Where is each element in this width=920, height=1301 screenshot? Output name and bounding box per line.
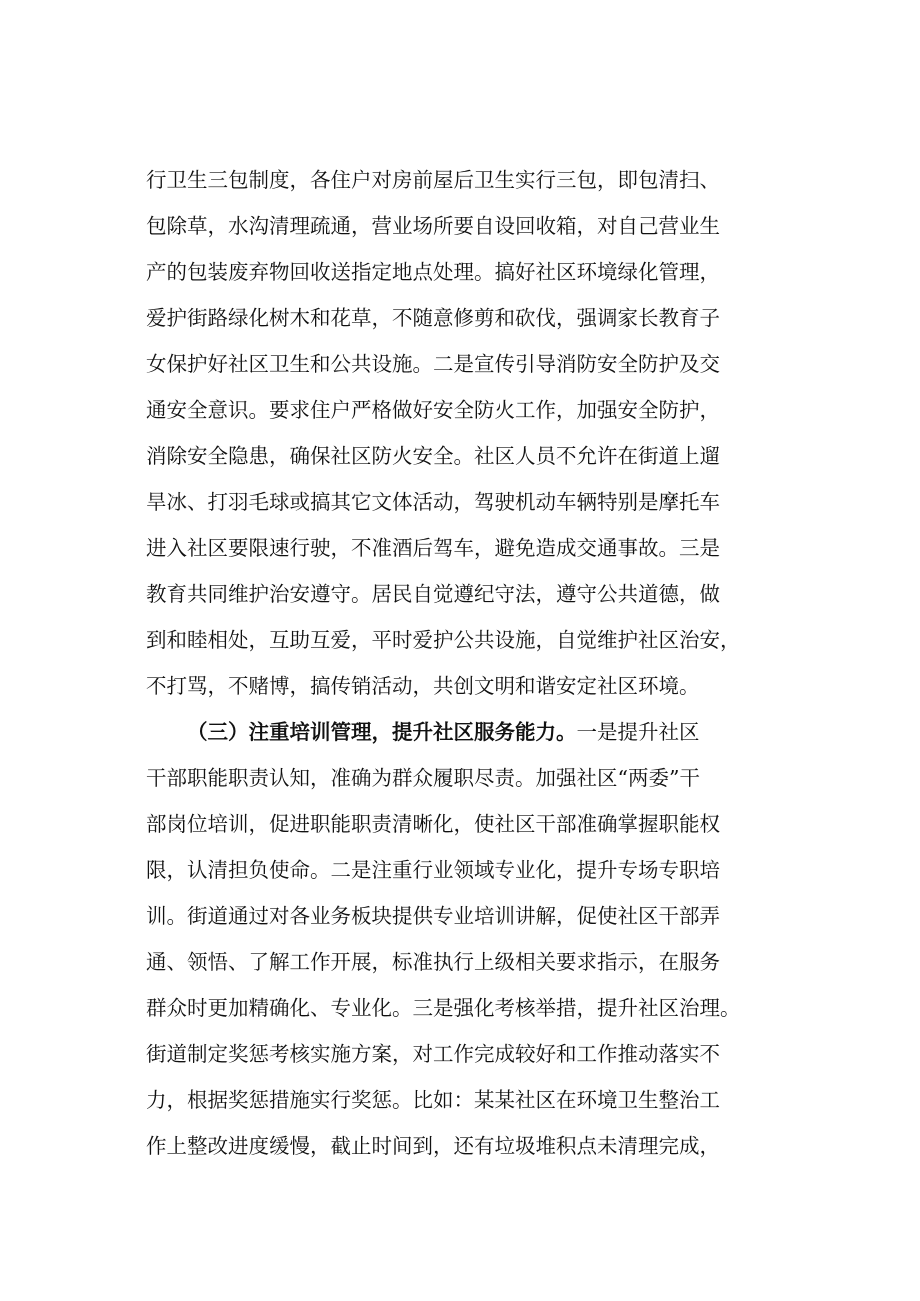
body-text-line: 爱护街路绿化树木和花草，不随意修剪和砍伐，强调家长教育子 <box>146 306 720 330</box>
body-text-line: 训。街道通过对各业务板块提供专业培训讲解，促使社区干部弄 <box>146 904 720 928</box>
section-heading: （三）注重培训管理，提升社区服务能力。 <box>187 720 577 744</box>
body-text-line: 力，根据奖惩措施实行奖惩。比如：某某社区在环境卫生整治工 <box>146 1088 720 1112</box>
body-text-line: 作上整改进度缓慢，截止时间到，还有垃圾堆积点未清理完成， <box>146 1134 720 1158</box>
body-text-line: 进入社区要限速行驶，不准酒后驾车，避免造成交通事故。三是 <box>146 536 720 560</box>
section-heading-continuation: 一是提升社区 <box>576 720 700 744</box>
body-text-line: 部岗位培训，促进职能职责清晰化，使社区干部准确掌握职能权 <box>146 812 720 836</box>
body-text-line: 包除草，水沟清理疏通，营业场所要自设回收箱，对自己营业生 <box>146 214 720 238</box>
body-text-line: 旱冰、打羽毛球或搞其它文体活动，驾驶机动车辆特别是摩托车 <box>146 490 720 514</box>
body-text-line: 通、领悟、了解工作开展，标准执行上级相关要求指示，在服务 <box>146 950 720 974</box>
body-text-line: 教育共同维护治安遵守。居民自觉遵纪守法，遵守公共道德，做 <box>146 582 720 606</box>
body-text-line: 消除安全隐患，确保社区防火安全。社区人员不允许在街道上遛 <box>146 444 720 468</box>
body-text-line: 限，认清担负使命。二是注重行业领域专业化，提升专场专职培 <box>146 858 720 882</box>
body-text-line: 女保护好社区卫生和公共设施。二是宣传引导消防安全防护及交 <box>146 352 720 376</box>
body-text-line: 通安全意识。要求住户严格做好安全防火工作，加强安全防护， <box>146 398 720 422</box>
body-text-line: 产的包装废弃物回收送指定地点处理。搞好社区环境绿化管理， <box>146 260 720 284</box>
section-heading-line <box>187 720 700 744</box>
body-text-line: 到和睦相处，互助互爱，平时爱护公共设施，自觉维护社区治安， <box>146 628 741 652</box>
body-text-line: 群众时更加精确化、专业化。三是强化考核举措，提升社区治理。 <box>146 996 741 1020</box>
body-text-line: 不打骂，不赌博，搞传销活动，共创文明和谐安定社区环境。 <box>146 674 700 698</box>
body-text-line: 行卫生三包制度，各住户对房前屋后卫生实行三包，即包清扫、 <box>146 168 720 192</box>
body-text-line: 干部职能职责认知，准确为群众履职尽责。加强社区“两委”干 <box>146 766 700 790</box>
body-text-line: 街道制定奖惩考核实施方案，对工作完成较好和工作推动落实不 <box>146 1042 720 1066</box>
